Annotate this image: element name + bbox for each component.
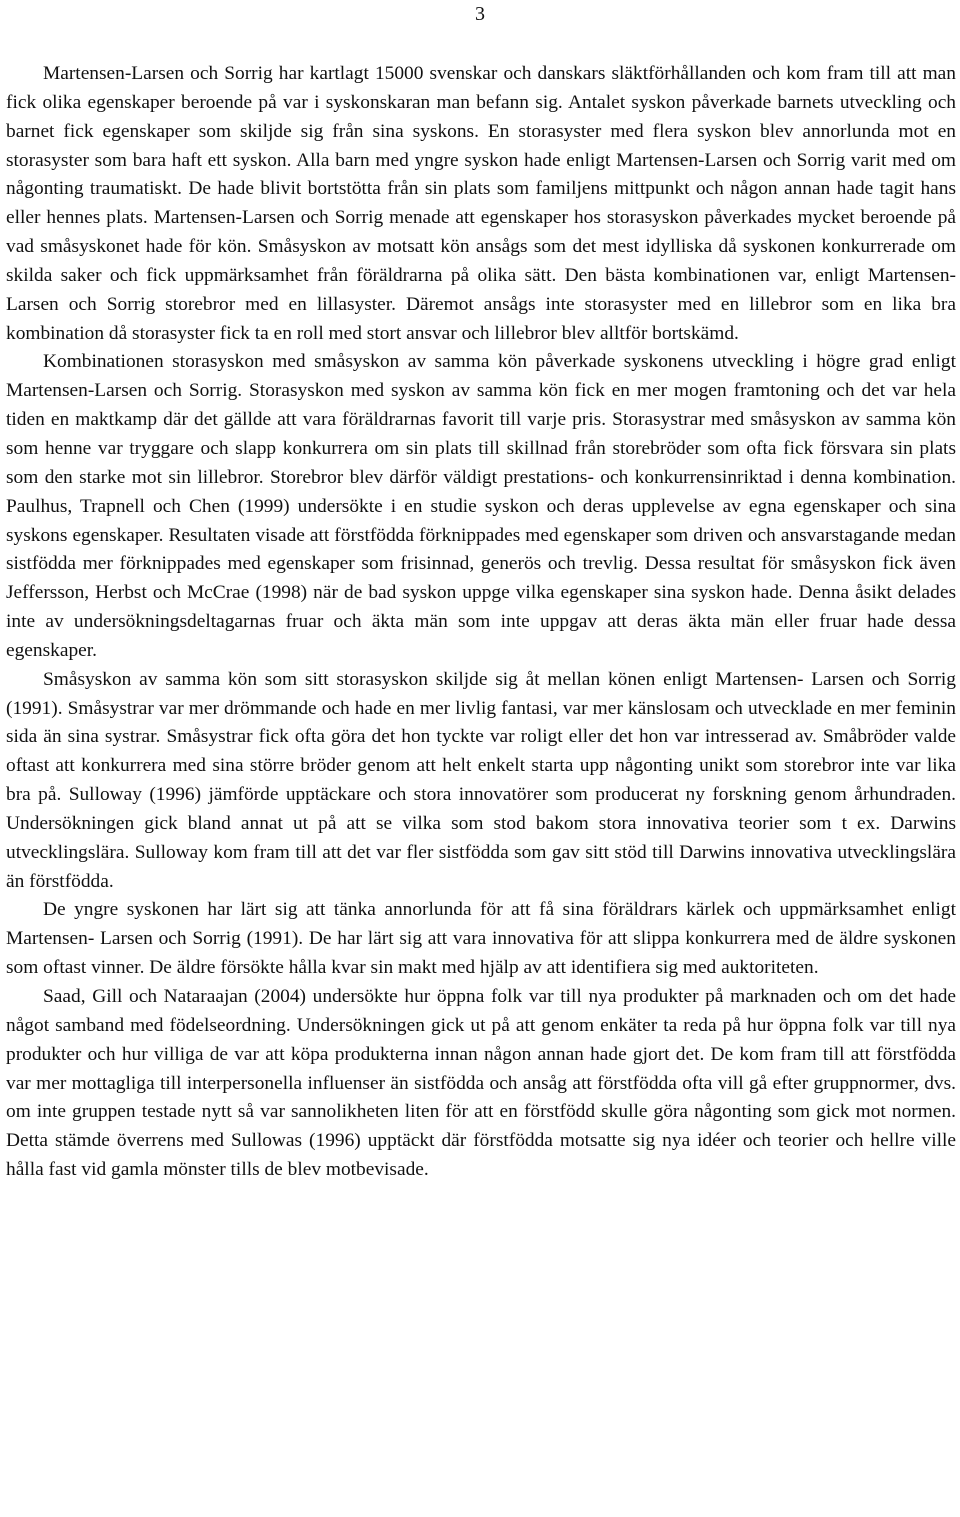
page-number: 3 — [475, 3, 485, 25]
paragraph-3: Småsyskon av samma kön som sitt storasyskon skiljde sig åt mellan könen enligt Martensen- Larsen och Sorrig (1991). Småsystrar var mer drömmande och hade en mer livlig fantasi, var mer känslosam och utvecklade en mer feminin sida än sina systrar. Småsystrar fick ofta göra det hon tyckte var roligt eller det hon var intresserad av. Småbröder valde oftast att konkurrera med sina större bröder genom att helt enkelt starta upp någonting unikt som storebror inte var lika bra på. Sulloway (1996) jämförde upptäckare och stora innovatörer som producerat ny forskning genom århundraden. Undersökningen gick bland annat ut på att se vilka som stod bakom stora innovativa teorier som t ex. Darwins utvecklingslära. Sulloway kom fram till att det var fler sistfödda som gav sitt stöd till Darwins innovativa utvecklingslära än förstfödda. — [6, 668, 956, 892]
paragraph-1: Martensen-Larsen och Sorrig har kartlagt 15000 svenskar och danskars släktförhållanden och kom fram till att man fick olika egenskaper beroende på var i syskonskaran man befann sig. Antalet syskon påverkade barnets utveckling och barnet fick egenskaper som skiljde sig från sina syskons. En storasyster med flera syskon blev annorlunda mot en storasyster som bara haft ett syskon. Alla barn med yngre syskon hade enligt Martensen-Larsen och Sorrig varit med om någonting traumatiskt. De hade blivit bortstötta från sin plats som familjens mittpunkt och någon annan hade tagit hans eller hennes plats. Martensen-Larsen och Sorrig menade att egenskaper hos storasyskon påverkades mycket beroende på vad småsyskonet hade för kön. Småsyskon av motsatt kön ansågs som det mest idylliska då syskonen konkurrerade om skilda saker och fick uppmärksamhet från föräldrarna på olika sätt. Den bästa kombinationen var, enligt Martensen-Larsen och Sorrig storebror med en lillasyster. Däremot ansågs inte storasyster med en lillebror som en lika bra kombination då storasyster fick ta en roll med stort ansvar och lillebror blev alltför bortskämd. — [6, 63, 956, 344]
paragraph-4: De yngre syskonen har lärt sig att tänka annorlunda för att få sina föräldrars kärlek och uppmärksamhet enligt Martensen- Larsen och Sorrig (1991). De har lärt sig att vara innovativa för att slippa konkurrera med de äldre syskonen som oftast vinner. De äldre försökte hålla kvar sin makt med hjälp av att identifiera sig med auktoriteten. — [6, 899, 956, 979]
paragraph-2: Kombinationen storasyskon med småsyskon av samma kön påverkade syskonens utveckling i högre grad enligt Martensen-Larsen och Sorrig. Storasyskon med syskon av samma kön fick en mer mogen framtoning och det var hela tiden en maktkamp där det gällde att vara föräldrarnas favorit till varje pris. Storasystrar med småsyskon av samma kön som henne var tryggare och slapp konkurrera om sin plats till skillnad från storebröder som ofta fick försvara sin plats som den starke mot sin lillebror. Storebror blev därför väldigt prestations- och konkurrensinriktad i denna kombination. Paulhus, Trapnell och Chen (1999) undersökte i en studie syskon och deras upplevelse av egna egenskaper och sina syskons egenskaper. Resultaten visade att förstfödda förknippades med egenskaper som driven och ansvarstagande medan sistfödda mer förknippades med egenskaper som frisinnad, generös och trevlig. Dessa resultat för småsyskon fick även Jeffersson, Herbst och McCrae (1998) när de bad syskon uppge vilka egenskaper sina syskon hade. Denna åsikt delades inte av undersökningsdeltagarnas fruar och äkta män som inte uppgav att deras äkta män eller fruar hade dessa egenskaper. — [6, 351, 956, 661]
paragraph-5: Saad, Gill och Nataraajan (2004) undersökte hur öppna folk var till nya produkter på marknaden och om det hade något samband med födelseordning. Undersökningen gick ut på att genom enkäter ta reda på hur öppna folk var till nya produkter och hur villiga de var att köpa produkterna innan någon annan hade gjort det. De kom fram till att förstfödda var mer mottagliga till interpersonella influenser än sistfödda och ansåg att förstfödda ofta vill gå efter gruppnormer, dvs. om inte gruppen testade nytt så var sannolikheten liten för att en förstfödd skulle göra någonting som gick mot normen. Detta stämde överrens med Sullowas (1996) upptäckt där förstfödda motsatte sig nya idéer och teorier och hellre ville hålla fast vid gamla mönster tills de blev motbevisade. — [6, 986, 956, 1181]
